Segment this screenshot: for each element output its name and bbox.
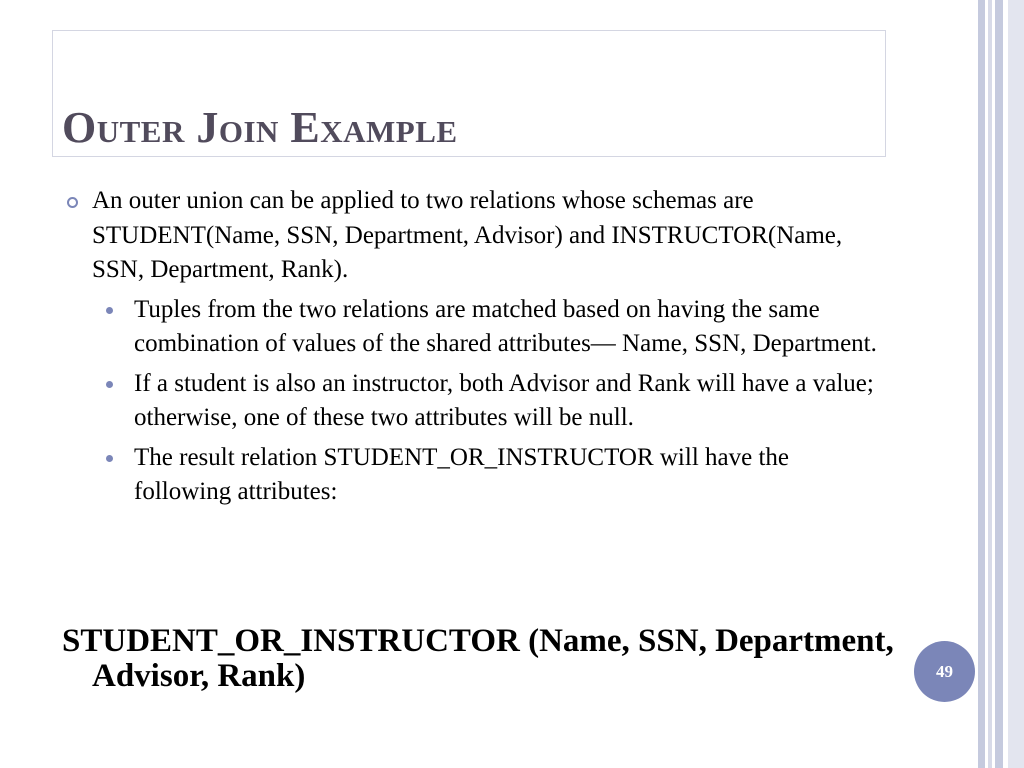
- sub-bullet-text: Tuples from the two relations are matched based on having the same combination of values of the shared attributes— Name, SSN, Department.: [134, 295, 877, 357]
- page-number-badge: [914, 641, 975, 702]
- ring-bullet-icon: [67, 197, 78, 208]
- dot-bullet-icon: [106, 455, 113, 462]
- sub-bullet: [62, 441, 892, 510]
- page-number: 49: [936, 661, 953, 681]
- result-relation: STUDENT_OR_INSTRUCTOR (Name, SSN, Department, Advisor, Rank): [62, 623, 894, 694]
- decorative-stripe: [1008, 0, 1024, 768]
- main-bullet: [62, 184, 892, 288]
- sub-bullet-text: The result relation STUDENT_OR_INSTRUCTOR will have the following attributes:: [134, 443, 790, 505]
- slide-body: [62, 184, 892, 510]
- dot-bullet-icon: [106, 381, 113, 388]
- sub-bullet: [62, 367, 892, 436]
- sub-bullet-text: If a student is also an instructor, both Advisor and Rank will have a value; otherwise, one of these two attributes will be null.: [134, 369, 874, 431]
- dot-bullet-icon: [106, 307, 113, 314]
- decorative-stripe: [988, 0, 992, 768]
- main-bullet-text: An outer union can be applied to two relations whose schemas are STUDENT(Name, SSN, Department, Advisor) and INSTRUCTOR(Name, SSN, Department, Rank).: [92, 187, 843, 283]
- decorative-stripe: [978, 0, 985, 768]
- decorative-stripe: [995, 0, 1003, 768]
- sub-bullet: [62, 293, 892, 362]
- slide-title: Outer Join Example: [62, 103, 458, 152]
